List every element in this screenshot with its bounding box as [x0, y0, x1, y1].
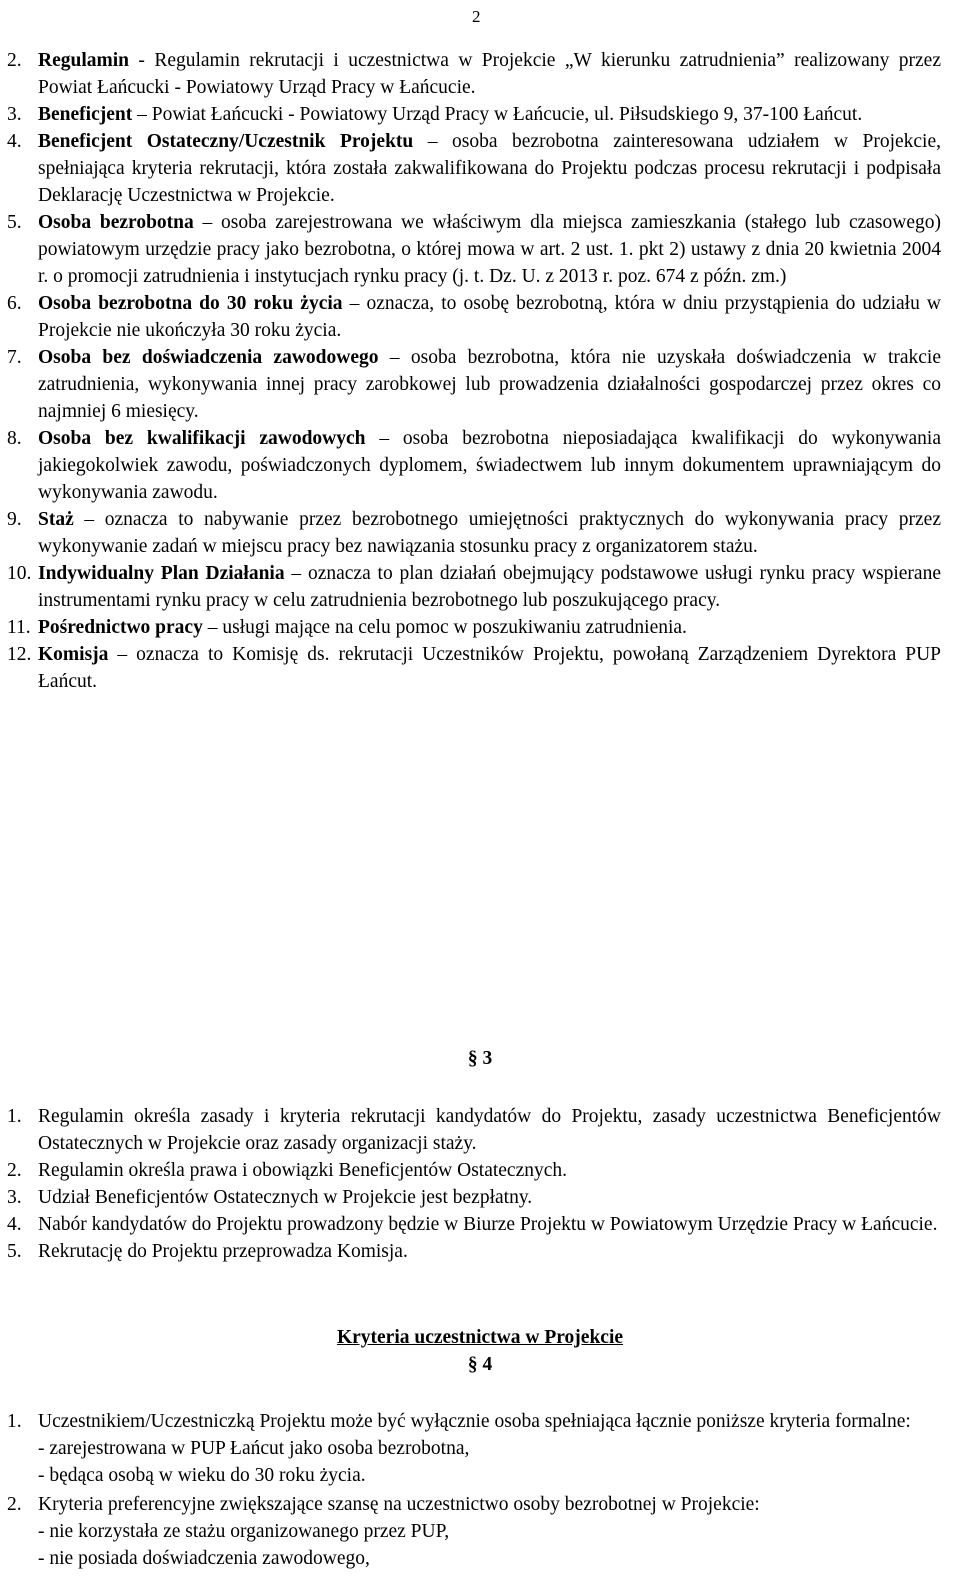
definitions-list: [7, 47, 941, 695]
item-number: 9.: [7, 509, 22, 530]
definition-text: – Powiat Łańcucki - Powiatowy Urząd Pracy w Łańcucie, ul. Piłsudskiego 9, 37-100 Łańcut.: [132, 104, 863, 125]
item-number: 5.: [7, 212, 22, 233]
item-number: 2.: [7, 1160, 22, 1181]
section-4-list-2: [7, 1491, 941, 1572]
section-4-heading: § 4: [467, 1354, 493, 1375]
item-text: Regulamin określa prawa i obowiązki Beneficjentów Ostatecznych.: [38, 1160, 568, 1181]
definition-term: Komisja: [38, 644, 109, 665]
item-number: 7.: [7, 347, 22, 368]
item-number: 5.: [7, 1241, 22, 1262]
item-number: 1.: [7, 1106, 22, 1127]
criteria-line: - nie posiada doświadczenia zawodowego,: [38, 1548, 370, 1569]
item-text: Udział Beneficjentów Ostatecznych w Projekcie jest bezpłatny.: [38, 1187, 533, 1208]
definition-text: – osoba bezrobotna, która nie uzyskała doświadczenia w trakcie zatrudnienia, wykonywania innej pracy zarobkowej lub prowadzenia działalności gospodarczej przez okres co najmniej 6 miesięcy.: [38, 347, 941, 422]
item-number: 12.: [7, 644, 32, 665]
definition-item: [7, 128, 941, 209]
item-number: 2.: [7, 50, 22, 71]
definition-item: [7, 209, 941, 290]
criteria-line: - będąca osobą w wieku do 30 roku życia.: [38, 1465, 366, 1486]
definition-item: [7, 47, 941, 101]
definition-term: Osoba bezrobotna: [38, 212, 194, 233]
item-number: 3.: [7, 1187, 22, 1208]
page-number: 2: [472, 7, 481, 26]
section-3-heading: § 3: [467, 1048, 493, 1069]
item-number: 11.: [7, 617, 31, 638]
list-item: [7, 1238, 941, 1265]
definition-text: – osoba bezrobotna zainteresowana udziałem w Projekcie, spełniająca kryteria rekrutacji, która została zakwalifikowana do Projektu podczas procesu rekrutacji i podpisała Deklarację Uczestnictwa w Projekcie.: [38, 131, 941, 206]
definition-term: Osoba bez kwalifikacji zawodowych: [38, 428, 366, 449]
definition-text: – osoba zarejestrowana we właściwym dla miejsca zamieszkania (stałego lub czasowego) powiatowym urzędzie pracy jako bezrobotna, o której mowa w art. 2 ust. 1. pkt 2) ustawy z dnia 20 kwietnia 2004 r. o promocji zatrudnienia i instytucjach rynku pracy (j. t. Dz. U. z 2013 r. poz. 674 z późn. zm.): [38, 212, 941, 287]
definition-term: Beneficjent: [38, 104, 133, 125]
definition-item: [7, 560, 941, 614]
definition-term: Osoba bez doświadczenia zawodowego: [38, 347, 379, 368]
list-item: [7, 1408, 941, 1489]
list-item: [7, 1211, 941, 1238]
item-number: 10.: [7, 563, 32, 584]
definition-text: – oznacza to nabywanie przez bezrobotnego umiejętności praktycznych do wykonywania pracy przez wykonywanie zadań w miejscu pracy bez nawiązania stosunku pracy z organizatorem stażu.: [38, 509, 941, 557]
item-number: 1.: [7, 1411, 22, 1432]
list-item: [7, 1184, 941, 1211]
definition-term: Pośrednictwo pracy: [38, 617, 203, 638]
definition-text: – oznacza to plan działań obejmujący podstawowe usługi rynku pracy wspierane instrumentami rynku pracy w celu zatrudnienia bezrobotnego lub poszukującego pracy.: [38, 563, 941, 611]
item-text: Regulamin określa zasady i kryteria rekrutacji kandydatów do Projektu, zasady uczestnictwa Beneficjentów Ostatecznych w Projekcie oraz zasady organizacji staży.: [38, 1106, 941, 1154]
item-number: 3.: [7, 104, 22, 125]
section-4-list-1: [7, 1408, 941, 1489]
item-number: 6.: [7, 293, 22, 314]
section-4-title: Kryteria uczestnictwa w Projekcie: [336, 1327, 624, 1348]
item-number: 8.: [7, 428, 22, 449]
criteria-line: - zarejestrowana w PUP Łańcut jako osoba bezrobotna,: [38, 1438, 470, 1459]
definition-term: Beneficjent Ostateczny/Uczestnik Projektu: [38, 131, 414, 152]
item-text: Kryteria preferencyjne zwiększające szansę na uczestnictwo osoby bezrobotnej w Projekcie:: [38, 1494, 760, 1515]
item-text: Nabór kandydatów do Projektu prowadzony będzie w Biurze Projektu w Powiatowym Urzędzie Pracy w Łańcucie.: [38, 1214, 938, 1235]
definition-item: [7, 101, 941, 128]
section-3-list: [7, 1103, 941, 1265]
definition-text: – oznacza, to osobę bezrobotną, która w dniu przystąpienia do udziału w Projekcie nie ukończyła 30 roku życia.: [38, 293, 941, 341]
list-item: [7, 1157, 941, 1184]
definition-term: Regulamin: [38, 50, 130, 71]
definition-text: – oznacza to Komisję ds. rekrutacji Uczestników Projektu, powołaną Zarządzeniem Dyrektora PUP Łańcut.: [38, 644, 941, 692]
definition-item: [7, 290, 941, 344]
definition-term: Indywidualny Plan Działania: [38, 563, 285, 584]
definition-item: [7, 425, 941, 506]
item-number: 4.: [7, 131, 22, 152]
definition-text: – usługi mające na celu pomoc w poszukiwaniu zatrudnienia.: [202, 617, 687, 638]
definition-item: [7, 344, 941, 425]
item-number: 2.: [7, 1494, 22, 1515]
list-item: [7, 1491, 941, 1572]
definition-item: [7, 614, 941, 641]
list-item: [7, 1103, 941, 1157]
item-text: Rekrutację do Projektu przeprowadza Komisja.: [38, 1241, 408, 1262]
definition-text: – osoba bezrobotna nieposiadająca kwalifikacji do wykonywania jakiegokolwiek zawodu, poświadczonych dyplomem, świadectwem lub innym dokumentem uprawniającym do wykonywania zawodu.: [38, 428, 941, 503]
item-number: 4.: [7, 1214, 22, 1235]
item-text: Uczestnikiem/Uczestniczką Projektu może być wyłącznie osoba spełniająca łącznie poniższe kryteria formalne:: [38, 1411, 911, 1432]
definition-term: Staż: [38, 509, 74, 530]
criteria-line: - nie korzystała ze stażu organizowanego przez PUP,: [38, 1521, 450, 1542]
definition-item: [7, 506, 941, 560]
definition-term: Osoba bezrobotna do 30 roku życia: [38, 293, 343, 314]
definition-text: - Regulamin rekrutacji i uczestnictwa w Projekcie „W kierunku zatrudnienia” realizowany przez Powiat Łańcucki - Powiatowy Urząd Pracy w Łańcucie.: [38, 50, 941, 98]
definition-item: [7, 641, 941, 695]
